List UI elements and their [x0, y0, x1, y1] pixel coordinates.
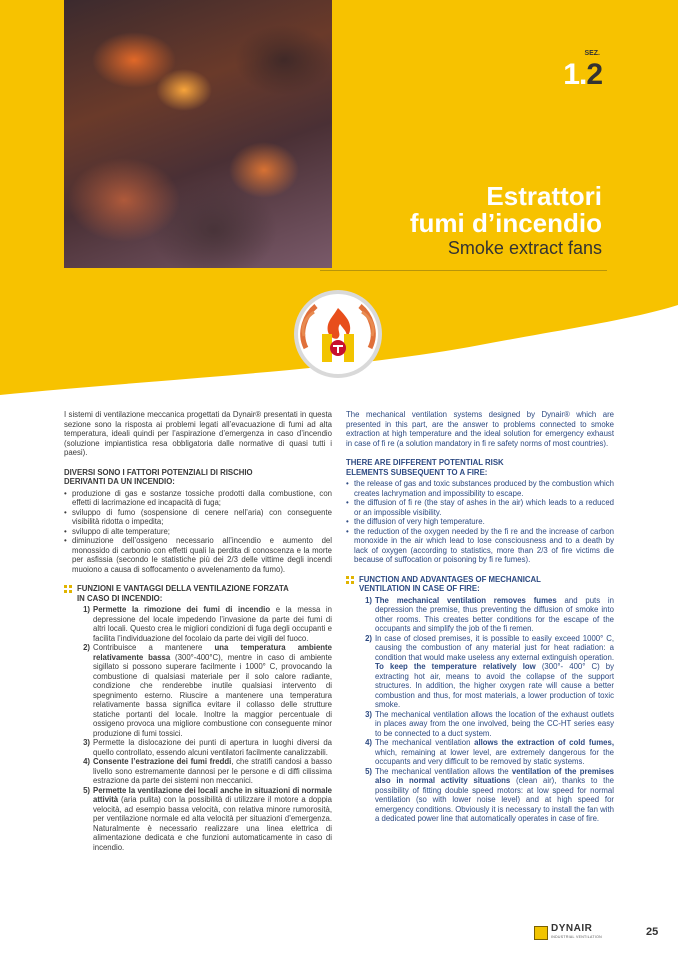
italian-column — [64, 410, 332, 852]
italian-intro: I sistemi di ventilazione meccanica progettati da Dynair® presentati in questa sezione sono la risposta ai problemi legati all’evacuazione di fumi ad alta temperatura, ideali quindi per l’aspirazione d’emergenza in caso d’incendio (soluzione impiantistica resa obbligatoria dalle normative di quasi tutti i paesi). — [64, 410, 332, 457]
list-item: • sviluppo di alte temperature; — [64, 527, 332, 537]
list-item: 3) The mechanical ventilation allows the location of the exhaust outlets in places away from the one involved, being the CC-HT series easy to be connected to a duct system. — [365, 709, 614, 738]
list-item: • sviluppo di fumo (sospensione di cenere nell’aria) con conseguente visibilità ridotta o impedita; — [64, 508, 332, 527]
list-item: • the release of gas and toxic substances produced by the combustion which creates lachrymation and impossibility to escape. — [346, 479, 614, 498]
section-label: SEZ. — [584, 50, 600, 57]
list-item: • produzione di gas e sostanze tossiche prodotti dalla combustione, con effetti di lacrimazione ed incapacità di fuga; — [64, 489, 332, 508]
english-functions-heading: FUNCTION AND ADVANTAGES OF MECHANICAL VENTILATION IN CASE OF FIRE: — [346, 575, 614, 594]
italian-risks-heading: DIVERSI SONO I FATTORI POTENZIALI DI RISCHIO DERIVANTI DA UN INCENDIO: — [64, 467, 253, 486]
fire-smoke-photo — [64, 0, 332, 268]
list-item: 4) Consente l’estrazione dei fumi freddi, che stratifi candosi a basso livello sono estremamente dannosi per le persone e di diffi cilissima estrazione da parte dei sistemi non meccanici. — [83, 757, 332, 785]
page-number: 25 — [646, 926, 659, 938]
list-item: 4) The mechanical ventilation allows the extraction of cold fumes, which, remaining at lower level, are extremely dangerous for the occupants and very difficult to be removed by static systems. — [365, 738, 614, 766]
list-item: 5) The mechanical ventilation allows the ventilation of the premises also in normal activity situations (clean air), thanks to the possibility of fitting double speed motors: at low speed for normal ventilation (so with lower noise level) and at high speed for emergency conditions. Obviously it is necessary to install the fan with a dedicated power line that automatically operates in case of fire. — [365, 766, 615, 823]
italian-functions-heading: FUNZIONI E VANTAGGI DELLA VENTILAZIONE FORZATA IN CASO DI INCENDIO: — [64, 584, 332, 603]
list-item: • the diffusion of very high temperature. — [346, 517, 614, 527]
title-italian-line1: Estrattori — [486, 181, 602, 211]
dynair-logo — [534, 924, 602, 942]
english-column — [346, 410, 614, 824]
list-item: 2) Contribuisce a mantenere una temperatura ambiente relativamente bassa (300°-400°C), mentre in caso di ambiente sigillato si possono superare facilmente i 1000° C, provocando la combustione di qualsiasi materiale per il solo calore radiante, condizione che renderebbe inutile qualsiasi intervento di spegnimento esterno. Riuscire a mantenere una temperatura relativamente bassa significa evitare il collasso delle strutture statiche portanti del locale. Inoltre la maggior percentuale di ossigeno provoca una migliore combustione con conseguente minor produzione di fumi tossici. — [83, 643, 332, 738]
list-item: 2) In case of closed premises, it is possible to easily exceed 1000° C, causing the combustion of any material just for heat radiation: a condition that would make useless any external extinguish operation. To keep the temperature relatively low (300°- 400° C) by extracting hot air, means to avoid the collapse of the support structures. In addition, the higher oxygen rate will cause a better combustion and thus, for most materials, a lower production of toxic smoke. — [365, 633, 614, 709]
italian-risks-list — [64, 489, 332, 575]
title-italian-line2: fumi d’incendio — [409, 208, 602, 238]
list-item: 1) Permette la rimozione dei fumi di incendio e la messa in depressione del locale impedendo l’invasione da parte dei fumi di altri locali. Questo crea le migliori condizioni di fuga degli occupanti e facilita l’individuazione del focolaio da parte dei vigili del fuoco. — [83, 605, 332, 643]
english-intro: The mechanical ventilation systems designed by Dynair® which are presented in this part, are the answer to problems connected to smoke extraction at high temperature and the ideal solution for emergency exhaust in case of fi re (a solution mandatory in fi re safety norms of most countries). — [346, 410, 614, 448]
grid-bullet-icon — [346, 576, 354, 584]
section-number: 1.2 — [563, 58, 602, 91]
italian-functions-list — [64, 605, 332, 852]
brand-name: DYNAIR — [551, 923, 593, 934]
page-title — [410, 183, 602, 259]
dynair-mark-icon — [534, 926, 548, 940]
brand-tagline: INDUSTRIAL VENTILATION — [551, 935, 602, 939]
list-item: • the diffusion of fi re (the stay of ashes in the air) which leads to a reduced or an impossible visibility. — [346, 498, 614, 517]
english-functions-list — [346, 596, 614, 824]
list-item: 1) The mechanical ventilation removes fumes and puts in depression the premise, thus preventing the diffusion of smoke into other rooms. This creates better conditions for the escape of the occupants and simplify the job of the fi remen. — [365, 595, 614, 633]
list-item: • the reduction of the oxygen needed by the fi re and the increase of carbon monoxide in the air which lead to lose consciousness and to a death by lack of oxygen (according to statistics, more than 2/3 of fire victims die because of suffocation or poisoning by fi re fumes). — [346, 527, 614, 565]
list-item: • diminuzione dell’ossigeno necessario all’incendio e aumento del monossido di carbonio con effetti quali la perdita di conoscenza e la morte per asfissia (secondo le statistiche più dei 2/3 delle vittime degli incendi muoiono a causa di soffocamento o avvelenamento da fumo). — [64, 536, 332, 574]
grid-bullet-icon — [64, 585, 72, 593]
title-english: Smoke extract fans — [447, 238, 602, 258]
title-divider — [320, 270, 607, 271]
list-item: 5) Permette la ventilazione dei locali anche in situazioni di normale attività (aria pulita) con la possibilità di utilizzare il motore a doppia velocità, ad esempio bassa velocità, con relativa minore rumorosità, per ventilazione normale ed alta velocità per situazioni d’emergenza. Naturalmente è necessario realizzare una linea elettrica di alimentazione dedicata e che funzioni automaticamente in caso di incendio. — [83, 785, 332, 852]
english-risks-heading: THERE ARE DIFFERENT POTENTIAL RISK ELEMENTS SUBSEQUENT TO A FIRE: — [346, 458, 504, 477]
english-risks-list — [346, 479, 614, 565]
list-item: 3) Permette la dislocazione dei punti di apertura in luoghi diversi da quello controllato, essendo alcuni ventilatori facilmente canalizzabili. — [83, 738, 332, 757]
fire-fan-emblem-icon — [292, 288, 384, 380]
